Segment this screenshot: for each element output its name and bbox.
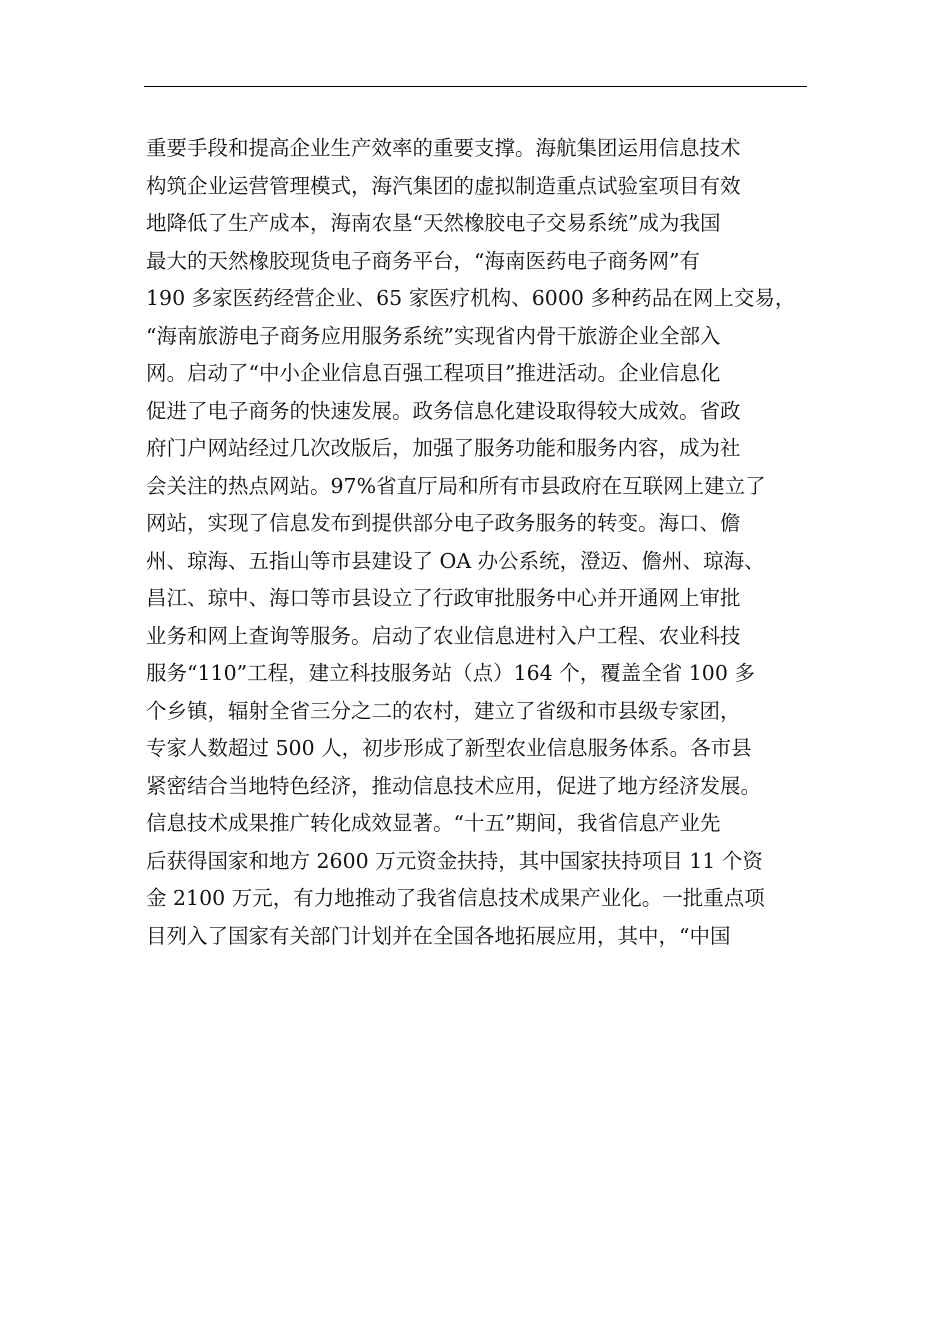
text-line: 金 2100 万元，有力地推动了我省信息技术成果产业化。一批重点项 [146,886,765,910]
text-line: 190 多家医药经营企业、65 家医疗机构、6000 多种药品在网上交易， [146,286,796,310]
text-line: 州、琼海、五指山等市县建设了 OA 办公系统，澄迈、儋州、琼海、 [146,548,765,573]
text-line: 后获得国家和地方 2600 万元资金扶持，其中国家扶持项目 11 个资 [146,848,763,873]
text-line: 地降低了生产成本，海南农垦“天然橡胶电子交易系统”成为我国 [146,211,721,235]
body-text [146,130,826,955]
text-line: 专家人数超过 500 人，初步形成了新型农业信息服务体系。各市县 [146,736,752,760]
text-line: 促进了电子商务的快速发展。政务信息化建设取得较大成效。省政 [146,398,741,423]
text-line: 重要手段和提高企业生产效率的重要支撑。海航集团运用信息技术 [146,136,741,160]
text-line: 目列入了国家有关部门计划并在全国各地拓展应用，其中，“中国 [146,923,731,948]
text-line: 业务和网上查询等服务。启动了农业信息进村入户工程、农业科技 [146,623,741,648]
text-line: 服务“110”工程，建立科技服务站（点）164 个，覆盖全省 100 多 [146,661,755,685]
text-line: 网站，实现了信息发布到提供部分电子政务服务的转变。海口、儋 [146,511,741,535]
text-line: 最大的天然橡胶现货电子商务平台，“海南医药电子商务网”有 [146,248,700,273]
text-line: 信息技术成果推广转化成效显著。“十五”期间，我省信息产业先 [146,811,721,835]
text-line: 紧密结合当地特色经济，推动信息技术应用，促进了地方经济发展。 [146,773,761,798]
text-line: 府门户网站经过几次改版后，加强了服务功能和服务内容，成为社 [146,436,741,460]
text-line: 昌江、琼中、海口等市县设立了行政审批服务中心并开通网上审批 [146,586,741,610]
text-line: 网。启动了“中小企业信息百强工程项目”推进活动。企业信息化 [146,361,721,385]
header-rule [144,86,807,87]
text-line: 构筑企业运营管理模式，海汽集团的虚拟制造重点试验室项目有效 [146,173,741,198]
text-line: 个乡镇，辐射全省三分之二的农村，建立了省级和市县级专家团， [146,698,741,723]
text-line: “海南旅游电子商务应用服务系统”实现省内骨干旅游企业全部入 [146,323,721,348]
text-line: 会关注的热点网站。97%省直厅局和所有市县政府在互联网上建立了 [146,473,766,498]
